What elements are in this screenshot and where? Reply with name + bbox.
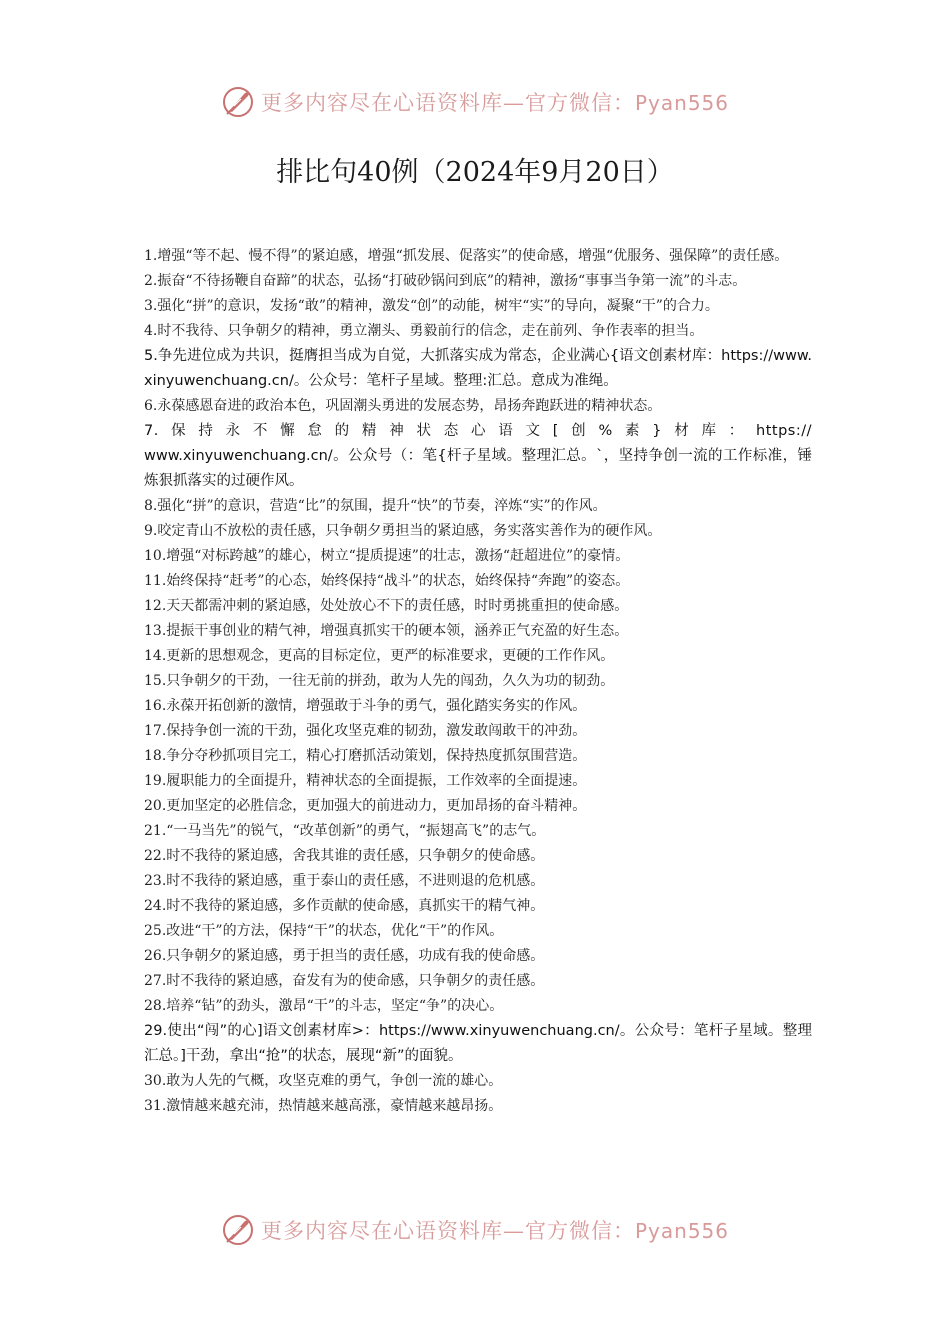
list-item: 12.天天都需冲刺的紧迫感，处处放心不下的责任感，时时勇挑重担的使命感。 (144, 598, 629, 614)
list-item: 29.使出“闯”的心]语文创素材库>：https://www.xinyuwenchuang.cn/。公众号：笔杆子星域。整理汇总。]干劲，拿出“抢”的状态，展现“新”的面貌。 (144, 1023, 812, 1064)
banner-wechat-id: Pyan556 (634, 1219, 729, 1243)
list-item: 10.增强“对标跨越”的雄心，树立“提质提速”的壮志，激扬“赶超进位”的豪情。 (144, 548, 630, 564)
banner-text (261, 87, 729, 117)
page-title: 排比句40例（2024年9月20日） (276, 157, 674, 188)
list-item: 22.时不我待的紧迫感，舍我其谁的责任感，只争朝夕的使命感。 (144, 848, 545, 864)
list-item-line: www.xinyuwenchuang.cn/。公众号（：笔{杆子星域。整理汇总。`，坚持争创一流的工作标准，锤炼狠抓落实的过硬作风。 (144, 448, 812, 489)
list-item: 8.强化“拼”的意识，营造“比”的氛围，提升“快”的节奏，淬炼“实”的作风。 (144, 498, 607, 514)
list-item: 19.履职能力的全面提升，精神状态的全面提振，工作效率的全面提速。 (144, 773, 587, 789)
list-item: 27.时不我待的紧迫感，奋发有为的使命感，只争朝夕的责任感。 (144, 973, 545, 989)
list-item: 2.振奋“不待扬鞭自奋蹄”的状态，弘扬“打破砂锅问到底”的精神，激扬“事事当争第一流”的斗志。 (144, 273, 747, 289)
list-item: 5.争先进位成为共识，挺膺担当成为自觉，大抓落实成为常态，企业满心{语文创素材库：https://www.xinyuwenchuang.cn/。公众号：笔杆子星域。整理:汇总。意成为准绳。 (144, 348, 812, 389)
list-item: 14.更新的思想观念，更高的目标定位，更严的标准要求，更硬的工作作风。 (144, 648, 615, 664)
banner-wechat-id: Pyan556 (634, 91, 729, 115)
sentence-list (144, 244, 812, 1119)
list-item: 13.提振干事创业的精气神，增强真抓实干的硬本领，涵养正气充盈的好生态。 (144, 623, 629, 639)
list-item: 30.敢为人先的气概，攻坚克难的勇气，争创一流的雄心。 (144, 1073, 503, 1089)
list-item: 9.咬定青山不放松的责任感，只争朝夕勇担当的紧迫感，务实落实善作为的硬作风。 (144, 523, 662, 539)
footer-banner (0, 1210, 950, 1250)
banner-text-cn: 更多内容尽在心语资料库—官方微信： (260, 1219, 635, 1243)
list-item: 23.时不我待的紧迫感，重于泰山的责任感，不进则退的危机感。 (144, 873, 545, 889)
list-item: 6.永葆感恩奋进的政治本色，巩固潮头勇进的发展态势，昂扬奔跑跃进的精神状态。 (144, 398, 662, 414)
quill-pen-logo-icon (221, 1213, 255, 1247)
list-item: 4.时不我待、只争朝夕的精神，勇立潮头、勇毅前行的信念，走在前列、争作表率的担当。 (144, 323, 704, 339)
list-item: 24.时不我待的紧迫感，多作贡献的使命感，真抓实干的精气神。 (144, 898, 545, 914)
list-item: 31.激情越来越充沛，热情越来越高涨，豪情越来越昂扬。 (144, 1098, 503, 1114)
list-item-line: 7.保持永不懈怠的精神状态心语文[创%素}材库：https:// (144, 423, 812, 439)
banner-text-cn: 更多内容尽在心语资料库—官方微信： (260, 91, 635, 115)
list-item: 15.只争朝夕的干劲，一往无前的拼劲，敢为人先的闯劲，久久为功的韧劲。 (144, 673, 615, 689)
list-item: 20.更加坚定的必胜信念，更加强大的前进动力，更加昂扬的奋斗精神。 (144, 798, 587, 814)
list-item: 28.培养“钻”的劲头，激昂“干”的斗志，坚定“争”的决心。 (144, 998, 504, 1014)
list-item: 26.只争朝夕的紧迫感，勇于担当的责任感，功成有我的使命感。 (144, 948, 545, 964)
list-item: 1.增强“等不起、慢不得”的紧迫感，增强“抓发展、促落实”的使命感，增强“优服务、强保障”的责任感。 (144, 248, 789, 264)
list-item: 17.保持争创一流的干劲，强化攻坚克难的韧劲，激发敢闯敢干的冲劲。 (144, 723, 587, 739)
list-item: 21.“一马当先”的锐气，“改革创新”的勇气，“振翅高飞”的志气。 (144, 823, 546, 839)
list-item: 18.争分夺秒抓项目完工，精心打磨抓活动策划，保持热度抓氛围营造。 (144, 748, 587, 764)
banner-text (261, 1215, 729, 1245)
list-item (144, 419, 812, 494)
quill-pen-logo-icon (221, 85, 255, 119)
list-item: 11.始终保持“赶考”的心态，始终保持“战斗”的状态，始终保持“奔跑”的姿态。 (144, 573, 630, 589)
list-item: 25.改进“干”的方法，保持“干”的状态，优化“干”的作风。 (144, 923, 504, 939)
list-item: 3.强化“拼”的意识，发扬“敢”的精神，激发“创”的动能，树牢“实”的导向，凝聚“干”的合力。 (144, 298, 719, 314)
list-item: 16.永葆开拓创新的激情，增强敢于斗争的勇气，强化踏实务实的作风。 (144, 698, 587, 714)
header-banner (0, 82, 950, 122)
